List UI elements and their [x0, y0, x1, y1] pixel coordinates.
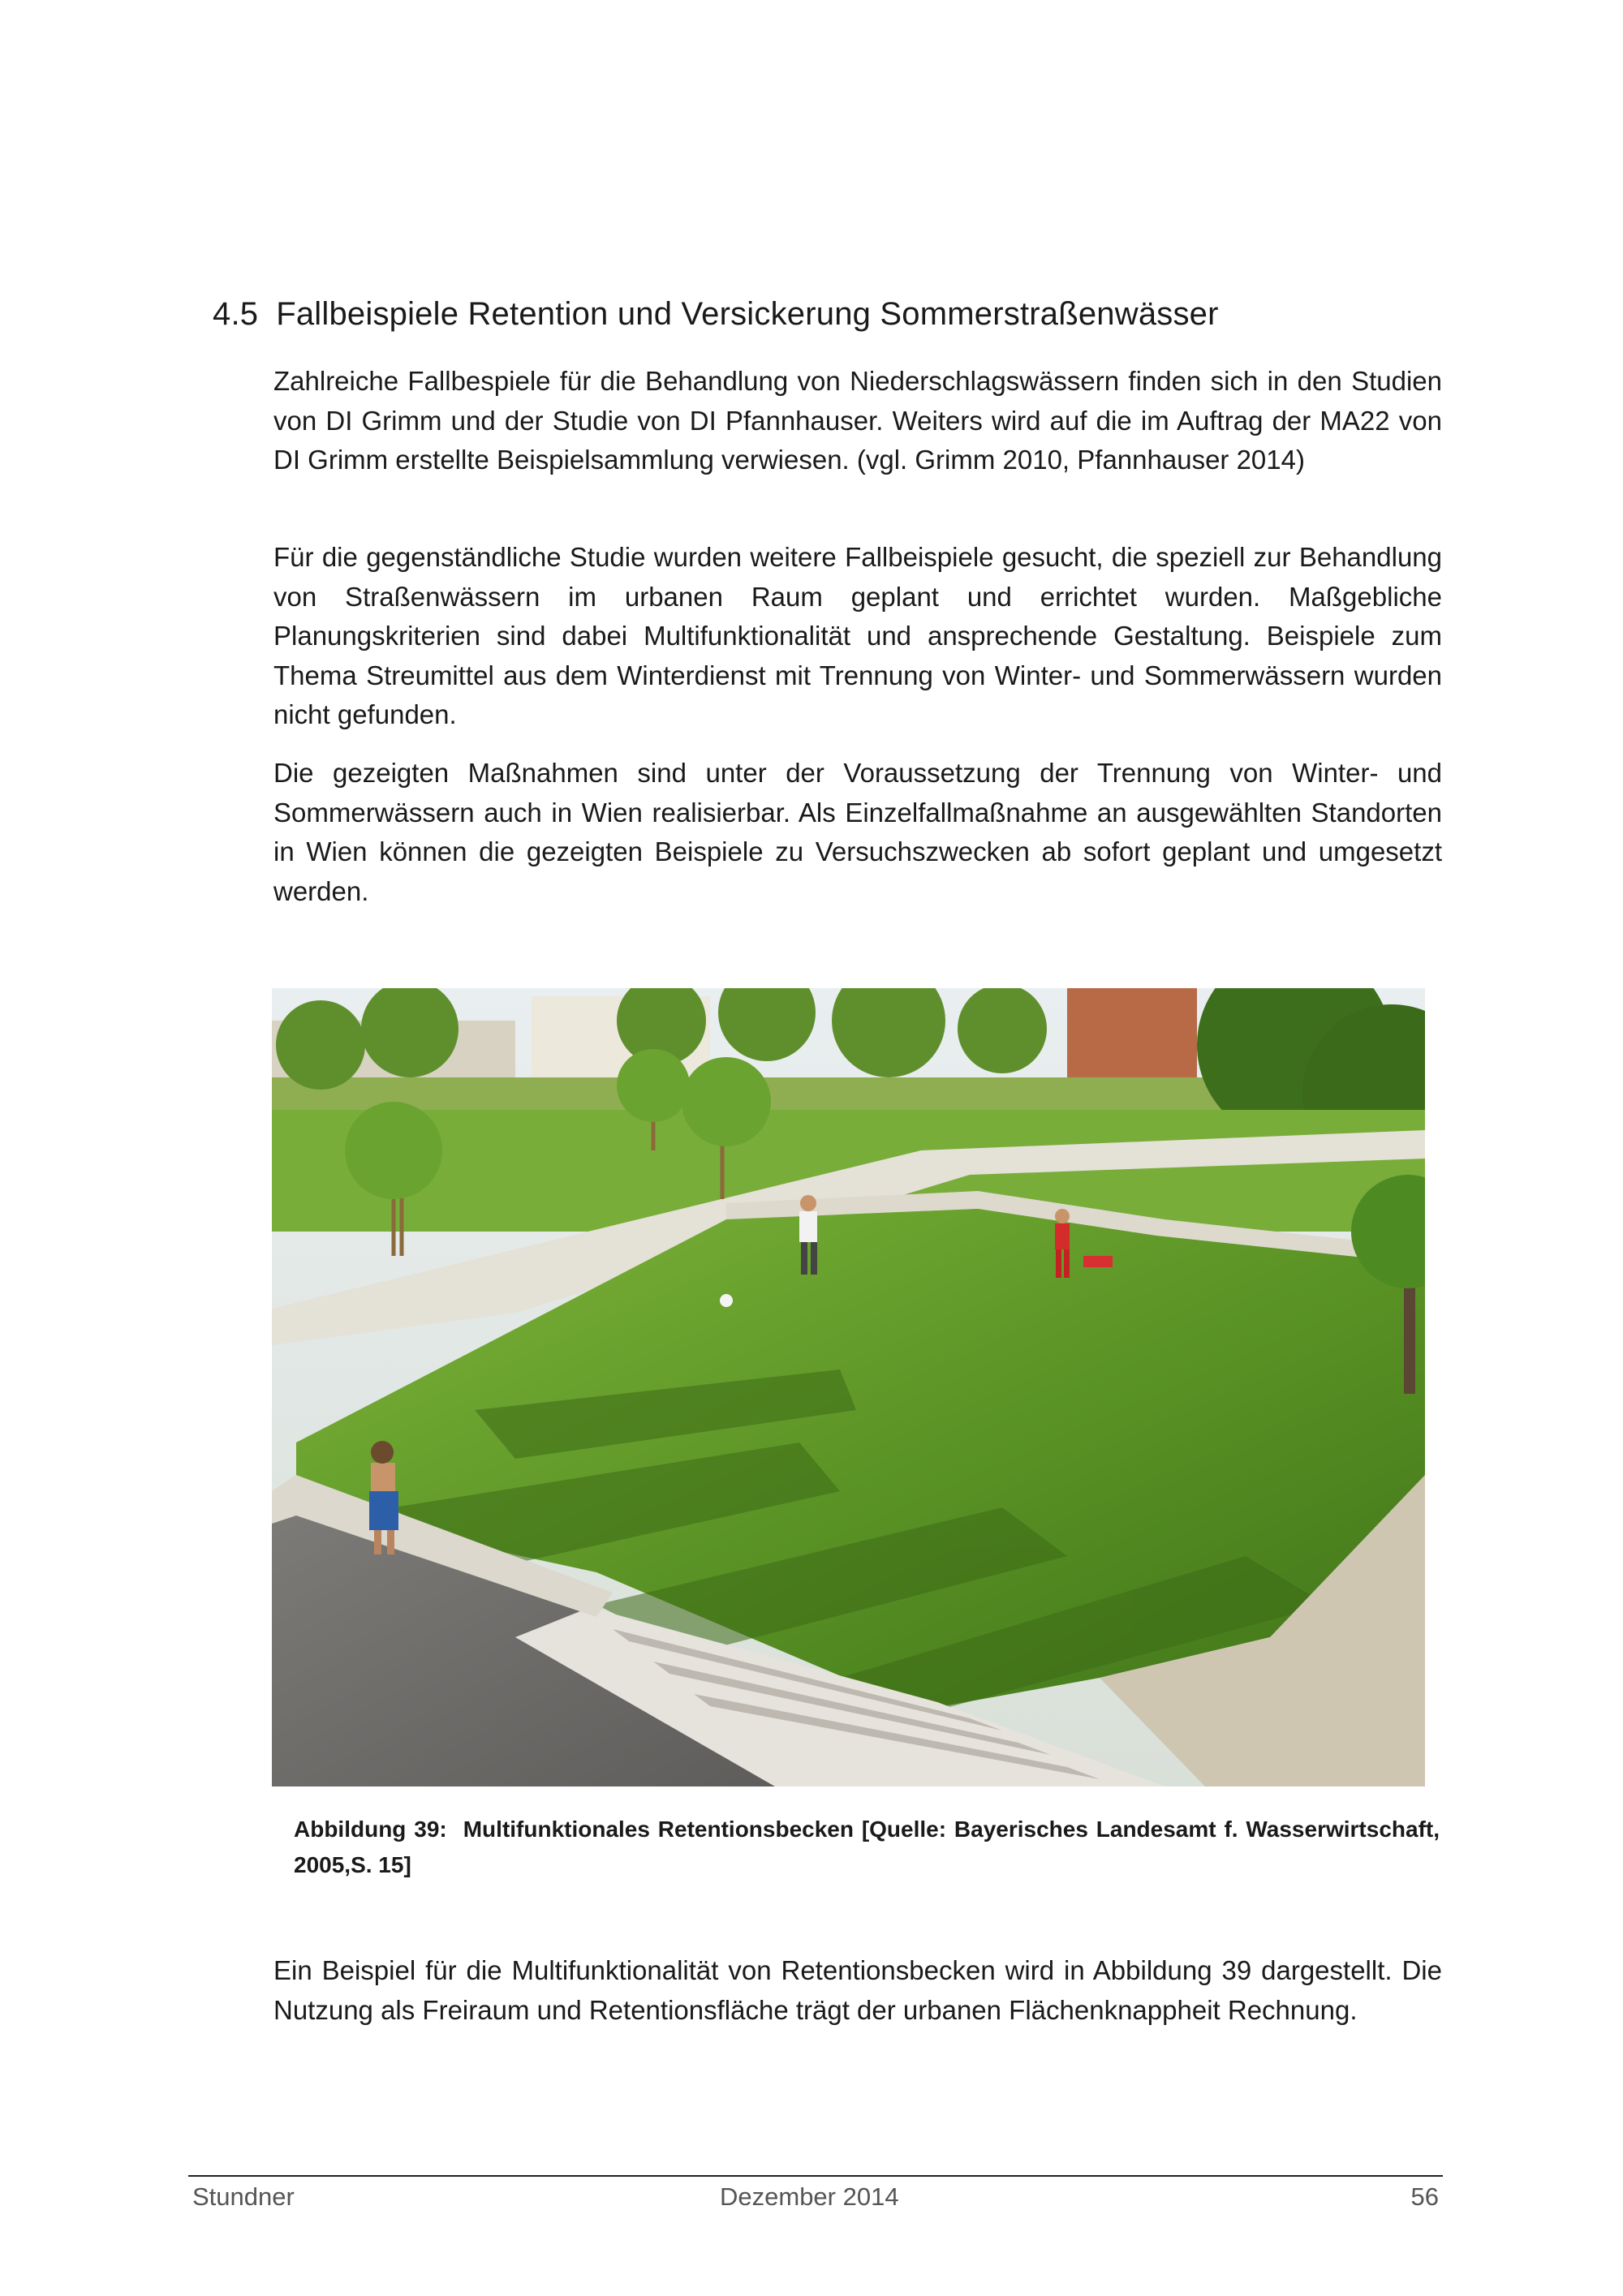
footer-author: Stundner — [192, 2182, 295, 2211]
figure-caption — [294, 1812, 1440, 1883]
figure-caption-text: Multifunktionales Retentionsbecken [Quelle: Bayerisches Landesamt f. Wasserwirtschaft, 2005,S. 15] — [294, 1817, 1440, 1877]
figure-caption-label: Abbildung 39: — [294, 1817, 447, 1842]
footer-page-number: 56 — [1410, 2182, 1439, 2211]
figure-retention-basin-photo — [272, 988, 1425, 1786]
paragraph-study: Für die gegenständliche Studie wurden weitere Fallbeispiele gesucht, die speziell zur Behandlung von Straßenwässern im urbanen Raum geplant und errichtet wurden. Maßgebliche Planungskriterien sind dabei Multifunktionalität und ansprechende Gestaltung. Beispiele zum Thema Streumittel aus dem Winterdienst mit Trennung von Winter- und Sommerwässern wurden nicht gefunden. — [273, 542, 1442, 729]
paragraph-figure-reference: Ein Beispiel für die Multifunktionalität von Retentionsbecken wird in Abbildung 39 dargestellt. Die Nutzung als Freiraum und Retentionsfläche trägt der urbanen Flächenknappheit Rechnung. — [273, 1955, 1442, 2025]
section-number: 4.5 — [213, 296, 259, 332]
paragraph-measures: Die gezeigten Maßnahmen sind unter der Voraussetzung der Trennung von Winter- und Sommerwässern auch in Wien realisierbar. Als Einzelfallmaßnahme an ausgewählten Standorten in Wien können die gezeigten Beispiele zu Versuchszwecken ab sofort geplant und umgesetzt werden. — [273, 758, 1442, 906]
section-title: Fallbeispiele Retention und Versickerung Sommerstraßenwässer — [276, 296, 1219, 332]
background-building-brick — [1067, 988, 1197, 1086]
footer-date: Dezember 2014 — [720, 2182, 899, 2211]
retention-basin-illustration — [272, 988, 1425, 1786]
paragraph-intro: Zahlreiche Fallbespiele für die Behandlung von Niederschlagswässern finden sich in den Studien von DI Grimm und der Studie von DI Pfannhauser. Weiters wird auf die im Auftrag der MA22 von DI Grimm erstellte Beispielsammlung verwiesen. (vgl. Grimm 2010, Pfannhauser 2014) — [273, 366, 1442, 475]
footer-rule — [188, 2175, 1443, 2177]
section-heading — [213, 296, 1219, 333]
